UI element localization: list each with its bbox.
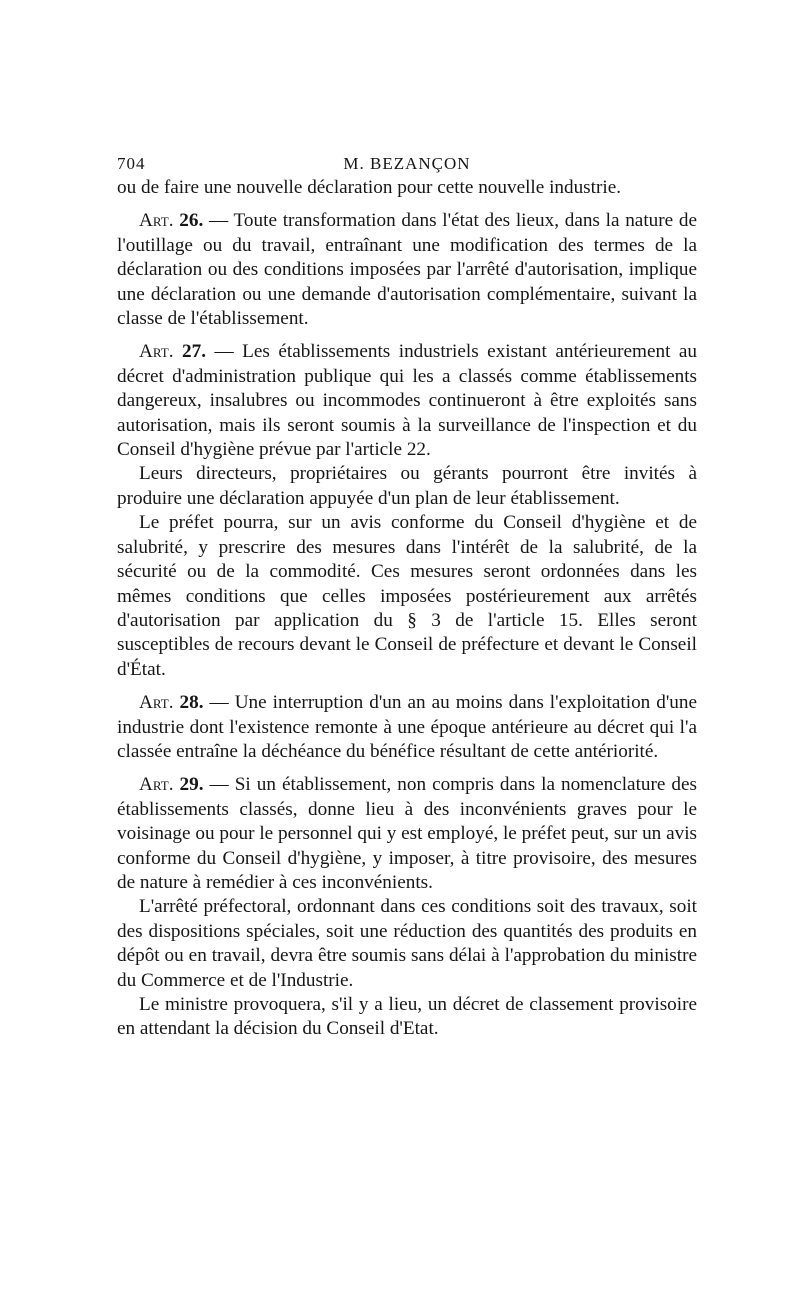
article-27: [117, 340, 697, 462]
article-label: Art.: [139, 341, 174, 363]
running-head-author: M. BEZANÇON: [343, 154, 471, 173]
article-number: 28.: [179, 692, 204, 714]
paragraph-text: Leurs directeurs, propriétaires ou gérants pourront être invités à produire une déclaration appuyée d'un plan de leur établissement.: [117, 463, 697, 509]
book-page: [117, 150, 697, 1042]
paragraph-continuation: [117, 176, 697, 200]
paragraph-prefect: [117, 511, 697, 682]
running-head: [117, 150, 697, 176]
article-29: [117, 773, 697, 895]
paragraph-text: Le préfet pourra, sur un avis conforme du Conseil d'hygiène et de salubrité, y prescrire des mesures dans l'intérêt de la salubrité, de la sécurité ou de la commodité. Ces mesures seront ordonnées dans les mêmes conditions que celles imposées postérieurement aux arrêtés d'autorisation par application du § 3 de l'article 15. Elles seront susceptibles de recours devant le Conseil de préfecture et devant le Conseil d'État.: [117, 512, 697, 680]
article-26: [117, 209, 697, 331]
body-text: [117, 176, 697, 1042]
article-text: — Une interruption d'un an au moins dans l'exploitation d'une industrie dont l'existence remonte à une époque antérieure au décret qui l'a classée entraîne la déchéance du bénéfice résultant de cette antériorité.: [117, 692, 698, 762]
paragraph-text: Le ministre provoquera, s'il y a lieu, un décret de classement provisoire en attendant la décision du Conseil d'Etat.: [117, 994, 697, 1040]
article-text: — Toute transformation dans l'état des lieux, dans la nature de l'outillage ou du travail, entraînant une modification des termes de la déclaration ou des conditions imposées par l'arrêté d'autorisation, implique une déclaration ou une demande d'autorisation complémentaire, suivant la classe de l'établissement.: [117, 210, 698, 330]
article-label: Art.: [139, 210, 174, 232]
article-number: 26.: [179, 210, 204, 232]
article-28: [117, 691, 697, 764]
paragraph-arrete: [117, 895, 697, 993]
article-text: — Si un établissement, non compris dans la nomenclature des établissements classés, donne lieu à des inconvénients graves pour le voisinage ou pour le personnel qui y est employé, le préfet peut, sur un avis conforme du Conseil d'hygiène, y imposer, à titre provisoire, des mesures de nature à remédier à ces inconvénients.: [117, 774, 698, 893]
paragraph-ministre: [117, 993, 697, 1042]
page-number: 704: [117, 154, 146, 173]
article-label: Art.: [139, 774, 174, 796]
paragraph-text: ou de faire une nouvelle déclaration pour cette nouvelle industrie.: [117, 177, 622, 198]
article-label: Art.: [139, 692, 174, 714]
paragraph-directors: [117, 462, 697, 511]
paragraph-text: L'arrêté préfectoral, ordonnant dans ces conditions soit des travaux, soit des dispositions spéciales, soit une réduction des quantités des produits en dépôt ou en travail, devra être soumis sans délai à l'approbation du ministre du Commerce et de l'Industrie.: [117, 896, 697, 991]
article-number: 27.: [182, 341, 206, 363]
article-number: 29.: [179, 774, 204, 796]
article-text: — Les établissements industriels existant antérieurement au décret d'administration publique qui les a classés comme établissements dangereux, insalubres ou incommodes continueront à être exploités sans autorisation, mais ils seront soumis à la surveillance de l'inspection et du Conseil d'hygiène prévue par l'article 22.: [117, 341, 698, 461]
